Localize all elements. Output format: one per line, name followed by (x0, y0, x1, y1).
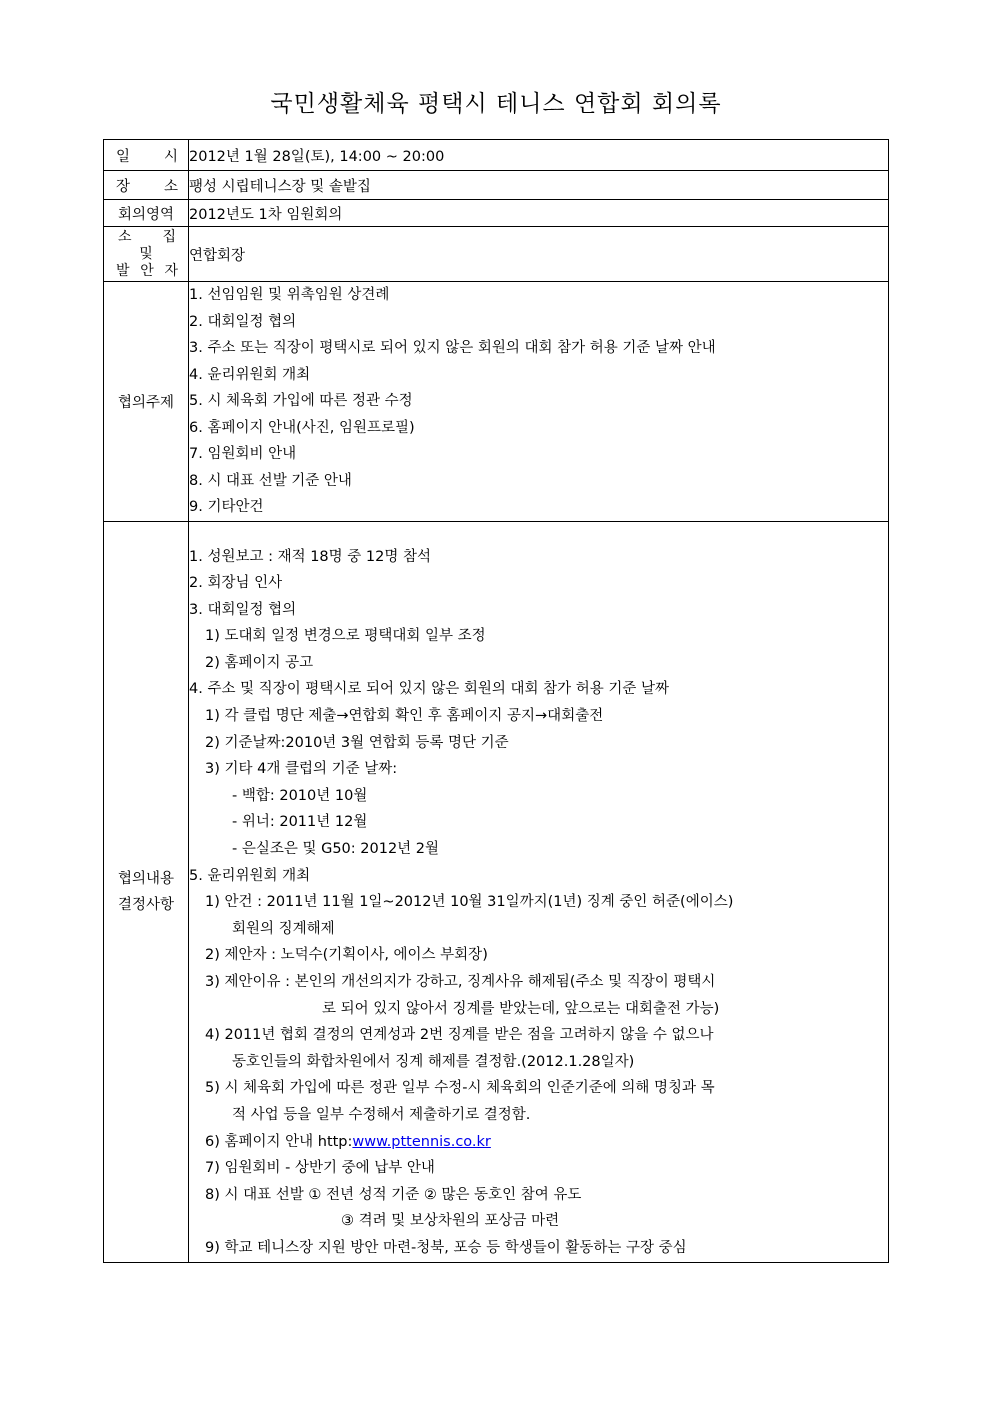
homepage-link[interactable]: www.pttennis.co.kr (352, 1133, 491, 1150)
value-meeting-area: 2012년도 1차 임원회의 (189, 200, 889, 227)
decision-line: 2) 기준날짜:2010년 3월 연합회 등록 명단 기준 (205, 734, 509, 751)
label-decisions (104, 521, 189, 1262)
minutes-table (103, 139, 889, 1263)
label-convener (104, 227, 189, 282)
decision-line: 2. 회장님 인사 (189, 575, 283, 592)
decision-line-homepage (189, 1129, 888, 1156)
decision-line: 5. 윤리위원회 개최 (189, 867, 311, 884)
label-topics: 협의주제 (104, 282, 189, 522)
label-convener-char-4: 발 (116, 262, 130, 279)
label-place-char-1: 장 (116, 178, 131, 195)
label-convener-char-6: 자 (164, 262, 178, 279)
decision-line: 1) 각 클럽 명단 제출→연합회 확인 후 홈페이지 공지→대회출전 (205, 708, 604, 725)
decision-line: 5) 시 체육회 가입에 따른 정관 일부 수정-시 체육회의 인준기준에 의해 명칭과 목 (205, 1080, 715, 1097)
topic-item: 1. 선임임원 및 위촉임원 상견례 (189, 287, 390, 303)
decision-line: ③ 격려 및 보상차원의 포상금 마련 (341, 1213, 560, 1230)
decision-line: 1) 도대회 일정 변경으로 평택대회 일부 조정 (205, 628, 486, 645)
label-decisions-line-1: 협의내용 (117, 870, 175, 887)
label-convener-char-2: 집 (162, 228, 176, 245)
label-place (104, 171, 189, 200)
decision-line: 3) 제안이유 : 본인의 개선의지가 강하고, 징계사유 해제됨(주소 및 직장이 평택시 (205, 974, 716, 990)
decision-line: 로 되어 있지 않아서 징계를 받았는데, 앞으로는 대회출전 가능) (322, 1000, 720, 1017)
decision-line: 1) 안건 : 2011년 11월 1일~2012년 10월 31일까지(1년) 징계 중인 허준(에이스) (205, 894, 734, 911)
document-title: 국민생활체육 평택시 테니스 연합회 회의록 (270, 91, 722, 117)
row-topics (104, 282, 889, 522)
row-decisions (104, 521, 889, 1262)
homepage-label: 6) 홈페이지 안내 http: (205, 1133, 353, 1150)
decision-line: 2) 제안자 : 노덕수(기획이사, 에이스 부회장) (205, 947, 488, 964)
label-convener-char-5: 안 (140, 262, 154, 279)
decision-line: 8) 시 대표 선발 ① 전년 성적 기준 ② 많은 동호인 참여 유도 (205, 1186, 582, 1203)
topic-item: 6. 홈페이지 안내(사진, 임원프로필) (189, 419, 415, 436)
decision-line: - 위너: 2011년 12월 (232, 814, 368, 831)
topic-item: 9. 기타안건 (189, 499, 264, 515)
decision-line: 7) 임원회비 - 상반기 중에 납부 안내 (205, 1160, 435, 1177)
label-place-char-2: 소 (163, 178, 178, 195)
row-place (104, 171, 889, 200)
label-datetime (104, 140, 189, 171)
decision-line: 1. 성원보고 : 재적 18명 중 12명 참석 (189, 548, 431, 565)
decision-line: 3. 대회일정 협의 (189, 601, 297, 618)
topic-item: 5. 시 체육회 가입에 따른 정관 수정 (189, 393, 413, 409)
decision-line: - 백합: 2010년 10월 (232, 787, 368, 804)
topic-item: 2. 대회일정 협의 (189, 313, 297, 330)
row-datetime (104, 140, 889, 171)
label-convener-char-1: 소 (118, 228, 132, 245)
topic-item: 3. 주소 또는 직장이 평택시로 되어 있지 않은 회원의 대회 참가 허용 기준 날짜 안내 (189, 340, 716, 356)
label-decisions-line-2: 결정사항 (117, 896, 175, 913)
value-place: 팽성 시립테니스장 및 솥밭집 (189, 171, 889, 200)
row-convener (104, 227, 889, 282)
label-datetime-char-2: 시 (163, 148, 178, 165)
topic-item: 8. 시 대표 선발 기준 안내 (189, 472, 352, 489)
label-datetime-char-1: 일 (116, 148, 131, 165)
decision-line: 4) 2011년 협회 결정의 연계성과 2번 징계를 받은 점을 고려하지 않을 수 없으나 (205, 1027, 714, 1044)
row-meeting-area (104, 200, 889, 227)
decisions-list (189, 521, 889, 1262)
decision-line: 3) 기타 4개 클럽의 기준 날짜: (205, 761, 398, 778)
label-meeting-area: 회의영역 (104, 200, 189, 227)
decision-line: - 은실조은 및 G50: 2012년 2월 (232, 841, 440, 858)
decision-line: 4. 주소 및 직장이 평택시로 되어 있지 않은 회원의 대회 참가 허용 기준 날짜 (189, 681, 669, 698)
label-convener-char-3: 및 (139, 245, 153, 262)
decision-line: 동호인들의 화합차원에서 징계 해제를 결정함.(2012.1.28일자) (232, 1053, 635, 1070)
decision-line: 9) 학교 테니스장 지원 방안 마련-청북, 포승 등 학생들이 활동하는 구장 중심 (205, 1239, 687, 1256)
decision-line: 회원의 징계해제 (232, 920, 335, 937)
decision-line: 적 사업 등을 일부 수정해서 제출하기로 결정함. (232, 1106, 531, 1123)
topic-item: 7. 임원회비 안내 (189, 446, 297, 462)
decision-line: 2) 홈페이지 공고 (205, 654, 314, 671)
topic-item: 4. 윤리위원회 개최 (189, 366, 311, 383)
topics-list (189, 282, 889, 522)
value-datetime: 2012년 1월 28일(토), 14:00 ~ 20:00 (189, 140, 889, 171)
value-convener: 연합회장 (189, 227, 889, 282)
